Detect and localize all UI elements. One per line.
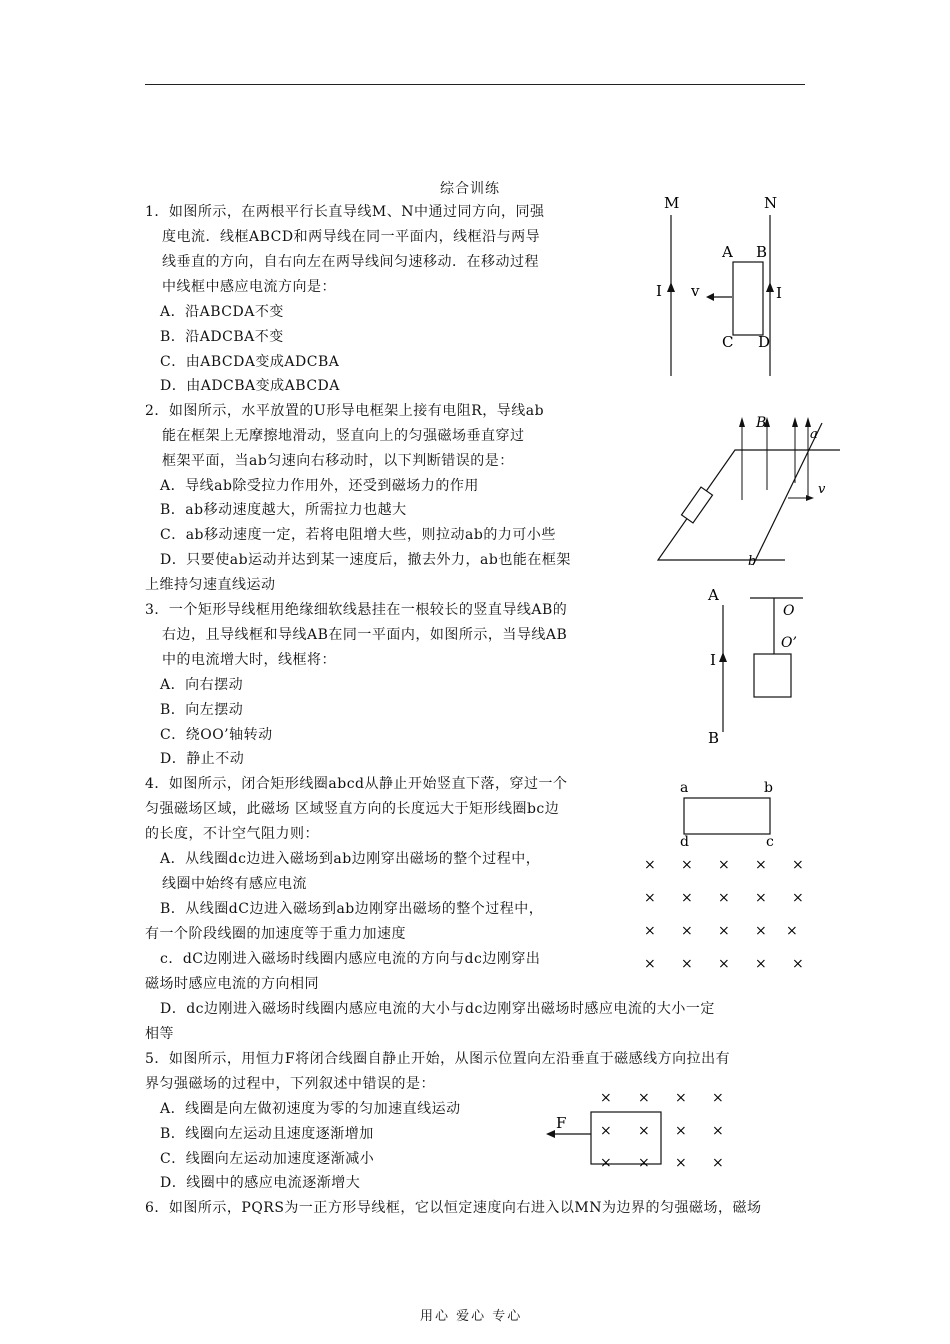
q4-option-a: A．从线圈dc边进入磁场到ab边刚穿出磁场的整个过程中，: [160, 851, 541, 867]
q2-option-a: A．导线ab除受拉力作用外，还受到磁场力的作用: [160, 478, 479, 494]
q3-option-a: A．向右摆动: [160, 677, 244, 693]
q4-option-d: D．dc边刚进入磁场时线圈内感应电流的大小与dc边刚穿出磁场时感应电流的大小一定: [160, 1001, 715, 1017]
q5-field-mark: ×: [638, 1123, 650, 1139]
q4-field-mark: ×: [792, 890, 804, 906]
q5-field-mark: ×: [712, 1123, 724, 1139]
q5-field-mark: ×: [712, 1090, 724, 1106]
q4-field-mark: ×: [681, 857, 693, 873]
q4-option-b: B．从线圈dC边进入磁场到ab边刚穿出磁场的整个过程中，: [160, 901, 544, 917]
q2-resistor: [682, 487, 713, 523]
q4-option-c: c．dC边刚进入磁场时线圈内感应电流的方向与dc边刚穿出: [160, 951, 541, 967]
q1-label-m: M: [664, 194, 680, 212]
q1-label-a: A: [722, 243, 733, 261]
q1-frame: [733, 262, 763, 335]
q5-option-a: A．线圈是向左做初速度为零的匀加速直线运动: [160, 1101, 461, 1117]
q1-option-c: C．由ABCDA变成ADCBA: [160, 354, 340, 370]
q1-figure: [640, 190, 820, 385]
q4-field-mark: ×: [681, 890, 693, 906]
q1-stem-line: 中线框中感应电流方向是：: [162, 279, 336, 295]
q3-label-a: A: [708, 586, 719, 604]
q1-label-i-right: I: [776, 284, 782, 302]
q4-stem-line: 的长度，不计空气阻力则：: [145, 826, 319, 842]
q1-label-v: v: [691, 282, 700, 300]
q1-arrow-n: [766, 282, 774, 292]
q4-label-c: c: [766, 834, 774, 850]
q3-current-arrow: [719, 652, 727, 662]
q1-label-n: N: [764, 194, 778, 212]
q3-label-o: O: [783, 603, 795, 619]
q1-arrow-m: [667, 282, 675, 292]
q4-field-mark: ×: [718, 956, 730, 972]
q5-field-mark: ×: [675, 1123, 687, 1139]
q2-figure: [650, 405, 850, 575]
page-title: 综合训练: [440, 181, 500, 197]
q4-stem-line: 4．如图所示，闭合矩形线圈abcd从静止开始竖直下落，穿过一个: [145, 776, 568, 792]
q4-field-mark: ×: [718, 857, 730, 873]
q4-field-mark: ×: [644, 956, 656, 972]
q6-stem-line: 6．如图所示，PQRS为一正方形导线框，它以恒定速度向右进入以MN为边界的匀强磁场，磁场: [145, 1200, 762, 1216]
q2-option-c: C．ab移动速度一定，若将电阻增大些，则拉动ab的力可小些: [160, 527, 556, 543]
q1-label-d: D: [758, 333, 771, 351]
q1-velocity-arrow: [706, 293, 714, 301]
q4-field-mark: ×: [644, 857, 656, 873]
q2-stem-line: 2．如图所示，水平放置的U形导电框架上接有电阻R，导线ab: [145, 403, 545, 419]
q4-stem-line: 匀强磁场区域，此磁场 区域竖直方向的长度远大于矩形线圈bc边: [145, 801, 560, 817]
q1-stem-line: 线垂直的方向，自右向左在两导线间匀速移动．在移动过程: [162, 254, 539, 270]
q5-field-mark: ×: [638, 1155, 650, 1171]
q5-field-mark: ×: [638, 1090, 650, 1106]
q5-option-d: D．线圈中的感应电流逐渐增大: [160, 1175, 361, 1191]
q1-option-a: A．沿ABCDA不变: [160, 304, 284, 320]
q4-field: [644, 857, 804, 972]
q4-coil: [684, 798, 770, 834]
q4-field-mark: ×: [681, 956, 693, 972]
q5-stem-line: 5．如图所示，用恒力F将闭合线圈自静止开始，从图示位置向左沿垂直于磁感线方向拉出有: [145, 1051, 731, 1067]
q5-field-mark: ×: [600, 1090, 612, 1106]
q2-field-arrow: [739, 417, 745, 427]
q2-label-b-field: B: [756, 415, 767, 431]
q2-stem-line: 框架平面，当ab匀速向右移动时，以下判断错误的是：: [162, 453, 514, 469]
q2-option-d: D．只要使ab运动并达到某一速度后，撤去外力，ab也能在框架: [160, 552, 571, 568]
q5-field: [600, 1090, 724, 1171]
q2-label-a: a: [810, 427, 818, 442]
q3-option-b: B．向左摆动: [160, 702, 244, 718]
q3-label-o-prime: O’: [781, 635, 797, 651]
q3-figure: [695, 585, 815, 750]
q4-field-mark: ×: [755, 923, 767, 939]
q4-label-b: b: [764, 780, 773, 796]
q4-option-a-cont: 线圈中始终有感应电流: [162, 876, 307, 892]
q2-field-arrow: [792, 417, 798, 427]
q3-option-d: D．静止不动: [160, 751, 245, 767]
q5-option-b: B．线圈向左运动且速度逐渐增加: [160, 1126, 374, 1142]
q3-option-c: C．绕OO’轴转动: [160, 727, 273, 743]
q4-field-mark: ×: [644, 923, 656, 939]
q4-label-d: d: [680, 834, 689, 850]
q4-field-mark: ×: [786, 923, 798, 939]
q2-option-b: B．ab移动速度越大，所需拉力也越大: [160, 502, 407, 518]
q1-option-b: B．沿ADCBA不变: [160, 329, 284, 345]
q5-field-mark: ×: [600, 1123, 612, 1139]
q2-label-b: b: [748, 554, 757, 569]
q4-field-mark: ×: [755, 890, 767, 906]
q1-stem-line: 度电流．线框ABCD和两导线在同一平面内，线框沿与两导: [162, 229, 541, 245]
q5-field-mark: ×: [600, 1155, 612, 1171]
q4-field-mark: ×: [792, 857, 804, 873]
q3-stem-line: 中的电流增大时，线框将：: [162, 652, 336, 668]
q4-field-mark: ×: [718, 923, 730, 939]
q4-field-mark: ×: [792, 956, 804, 972]
q2-stem-line: 能在框架上无摩擦地滑动，竖直向上的匀强磁场垂直穿过: [162, 428, 525, 444]
q4-field-mark: ×: [755, 857, 767, 873]
q1-stem-line: 1．如图所示，在两根平行长直导线M、N中通过同方向，同强: [145, 204, 545, 220]
q2-velocity-arrow: [806, 495, 814, 501]
q4-option-b-cont: 有一个阶段线圈的加速度等于重力加速度: [145, 926, 406, 942]
q4-option-c-cont: 磁场时感应电流的方向相同: [145, 976, 319, 992]
q3-loop: [754, 654, 791, 697]
q4-label-a: a: [680, 780, 689, 796]
q1-label-b: B: [756, 243, 768, 261]
q4-option-d-cont: 相等: [145, 1026, 174, 1042]
q3-label-i: I: [710, 651, 716, 669]
q2-label-v: v: [818, 482, 826, 497]
q1-label-i-left: I: [656, 282, 662, 300]
q5-label-f: F: [556, 1114, 567, 1132]
q5-field-mark: ×: [675, 1090, 687, 1106]
page-footer: 用心 爱心 专心: [420, 1309, 523, 1324]
q4-field-mark: ×: [755, 956, 767, 972]
q4-field-mark: ×: [718, 890, 730, 906]
q4-field-mark: ×: [681, 923, 693, 939]
q2-rod-ab: [753, 423, 822, 565]
q5-option-c: C．线圈向左运动加速度逐渐减小: [160, 1151, 375, 1167]
q3-stem-line: 3．一个矩形导线框用绝缘细软线悬挂在一根较长的竖直导线AB的: [145, 602, 568, 618]
q3-stem-line: 右边，且导线框和导线AB在同一平面内，如图所示，当导线AB: [162, 627, 568, 643]
q2-option-d-cont: 上维持匀速直线运动: [145, 577, 276, 593]
q5-stem-line: 界匀强磁场的过程中，下列叙述中错误的是：: [145, 1076, 435, 1092]
q4-figure: [640, 775, 820, 1000]
q5-field-mark: ×: [712, 1155, 724, 1171]
q5-field-mark: ×: [675, 1155, 687, 1171]
q5-figure: [540, 1085, 740, 1195]
q4-field-mark: ×: [644, 890, 656, 906]
header-rule: [145, 84, 805, 85]
q5-force-arrow: [546, 1130, 555, 1138]
q1-option-d: D．由ADCBA变成ABCDA: [160, 378, 340, 394]
q1-label-c: C: [722, 333, 734, 351]
q2-field-arrow: [805, 417, 811, 427]
q3-label-b: B: [708, 729, 720, 747]
q2-rail-top: [658, 450, 840, 560]
